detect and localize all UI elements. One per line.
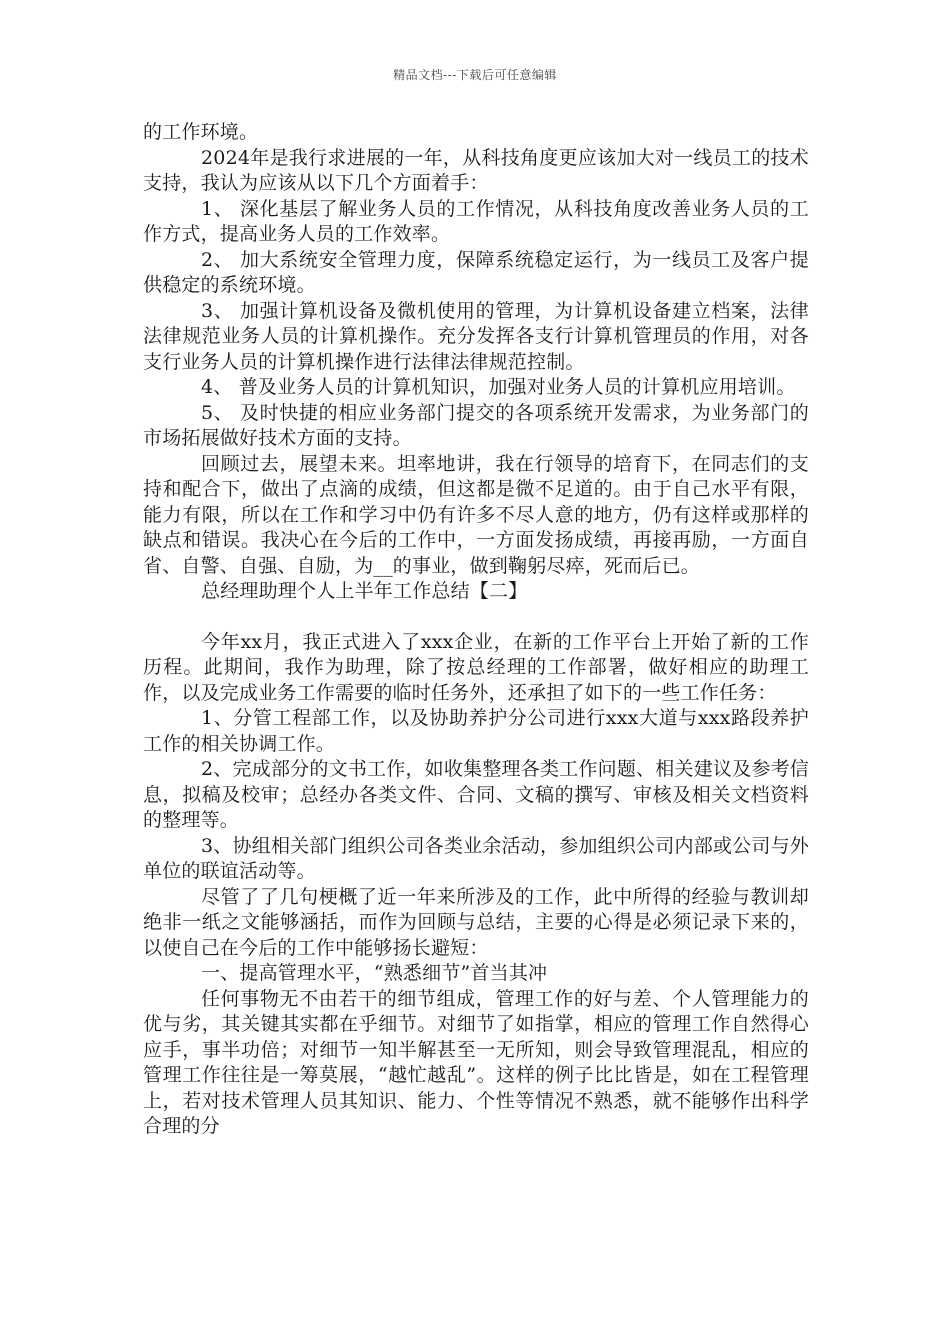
task-item-3: 3、协组相关部门组织公司各类业余活动，参加组织公司内部或公司与外单位的联谊活动等。 — [143, 834, 809, 882]
section-title: 总经理助理个人上半年工作总结【二】 — [201, 580, 528, 602]
document-body — [143, 120, 809, 1140]
page-header: 精品文档---下载后可任意编辑 — [393, 68, 557, 82]
paragraph-intro: 今年xx月，我正式进入了xxx企业，在新的工作平台上开始了新的工作历程。此期间，我作为助理，除了按总经理的工作部署，做好相应的助理工作，以及完成业务工作需要的临时任务外，还承担了如下的一些工作任务： — [143, 630, 809, 704]
task-item-1: 1、分管工程部工作，以及协助养护分公司进行xxx大道与xxx路段养护工作的相关协调工作。 — [143, 707, 809, 755]
list-item-1: 1、 深化基层了解业务人员的工作情况，从科技角度改善业务人员的工作方式，提高业务人员的工作效率。 — [143, 197, 809, 245]
list-item-2: 2、 加大系统安全管理力度，保障系统稳定运行，为一线员工及客户提供稳定的系统环境。 — [143, 248, 809, 296]
paragraph-details: 任何事物无不由若干的细节组成，管理工作的好与差、个人管理能力的优与劣，其关键其实都在乎细节。对细节了如指掌，相应的管理工作自然得心应手，事半功倍；对细节一知半解甚至一无所知，则会导致管理混乱，相应的管理工作往往是一筹莫展，“越忙越乱”。这样的例子比比皆是，如在工程管理上，若对技术管理人员其知识、能力、个性等情况不熟悉，就不能够作出科学合理的分 — [143, 987, 809, 1137]
list-item-4: 4、 普及业务人员的计算机知识，加强对业务人员的计算机应用培训。 — [201, 376, 796, 398]
paragraph-2: 2024年是我行求进展的一年，从科技角度更应该加大对一线员工的技术支持，我认为应该从以下几个方面着手： — [143, 146, 809, 194]
paragraph-summary: 尽管了了几句梗概了近一年来所涉及的工作，此中所得的经验与教训却绝非一纸之文能够涵括，而作为回顾与总结，主要的心得是必须记录下来的，以使自己在今后的工作中能够扬长避短： — [143, 885, 809, 959]
task-item-2: 2、完成部分的文书工作，如收集整理各类工作问题、相关建议及参考信息，拟稿及校审；总经办各类文件、合同、文稿的撰写、审核及相关文档资料的整理等。 — [143, 758, 809, 831]
list-item-5: 5、 及时快捷的相应业务部门提交的各项系统开发需求，为业务部门的市场拓展做好技术方面的支持。 — [143, 401, 809, 449]
paragraph-review: 回顾过去，展望未来。坦率地讲，我在行领导的培育下，在同志们的支持和配合下，做出了点滴的成绩，但这都是微不足道的。由于自己水平有限，能力有限，所以在工作和学习中仍有许多不尽人意的地方，仍有这样或那样的缺点和错误。我决心在今后的工作中，一方面发扬成绩，再接再励，一方面自省、自警、自强、自励，为__的事业，做到鞠躬尽瘁，死而后已。 — [143, 452, 809, 577]
paragraph-1: 的工作环境。 — [143, 121, 259, 143]
subheading-1: 一、提高管理水平，“熟悉细节”首当其冲 — [201, 962, 548, 984]
list-item-3: 3、 加强计算机设备及微机使用的管理，为计算机设备建立档案，法律法律规范业务人员的计算机操作。充分发挥各支行计算机管理员的作用，对各支行业务人员的计算机操作进行法律法律规范控制。 — [143, 299, 809, 373]
